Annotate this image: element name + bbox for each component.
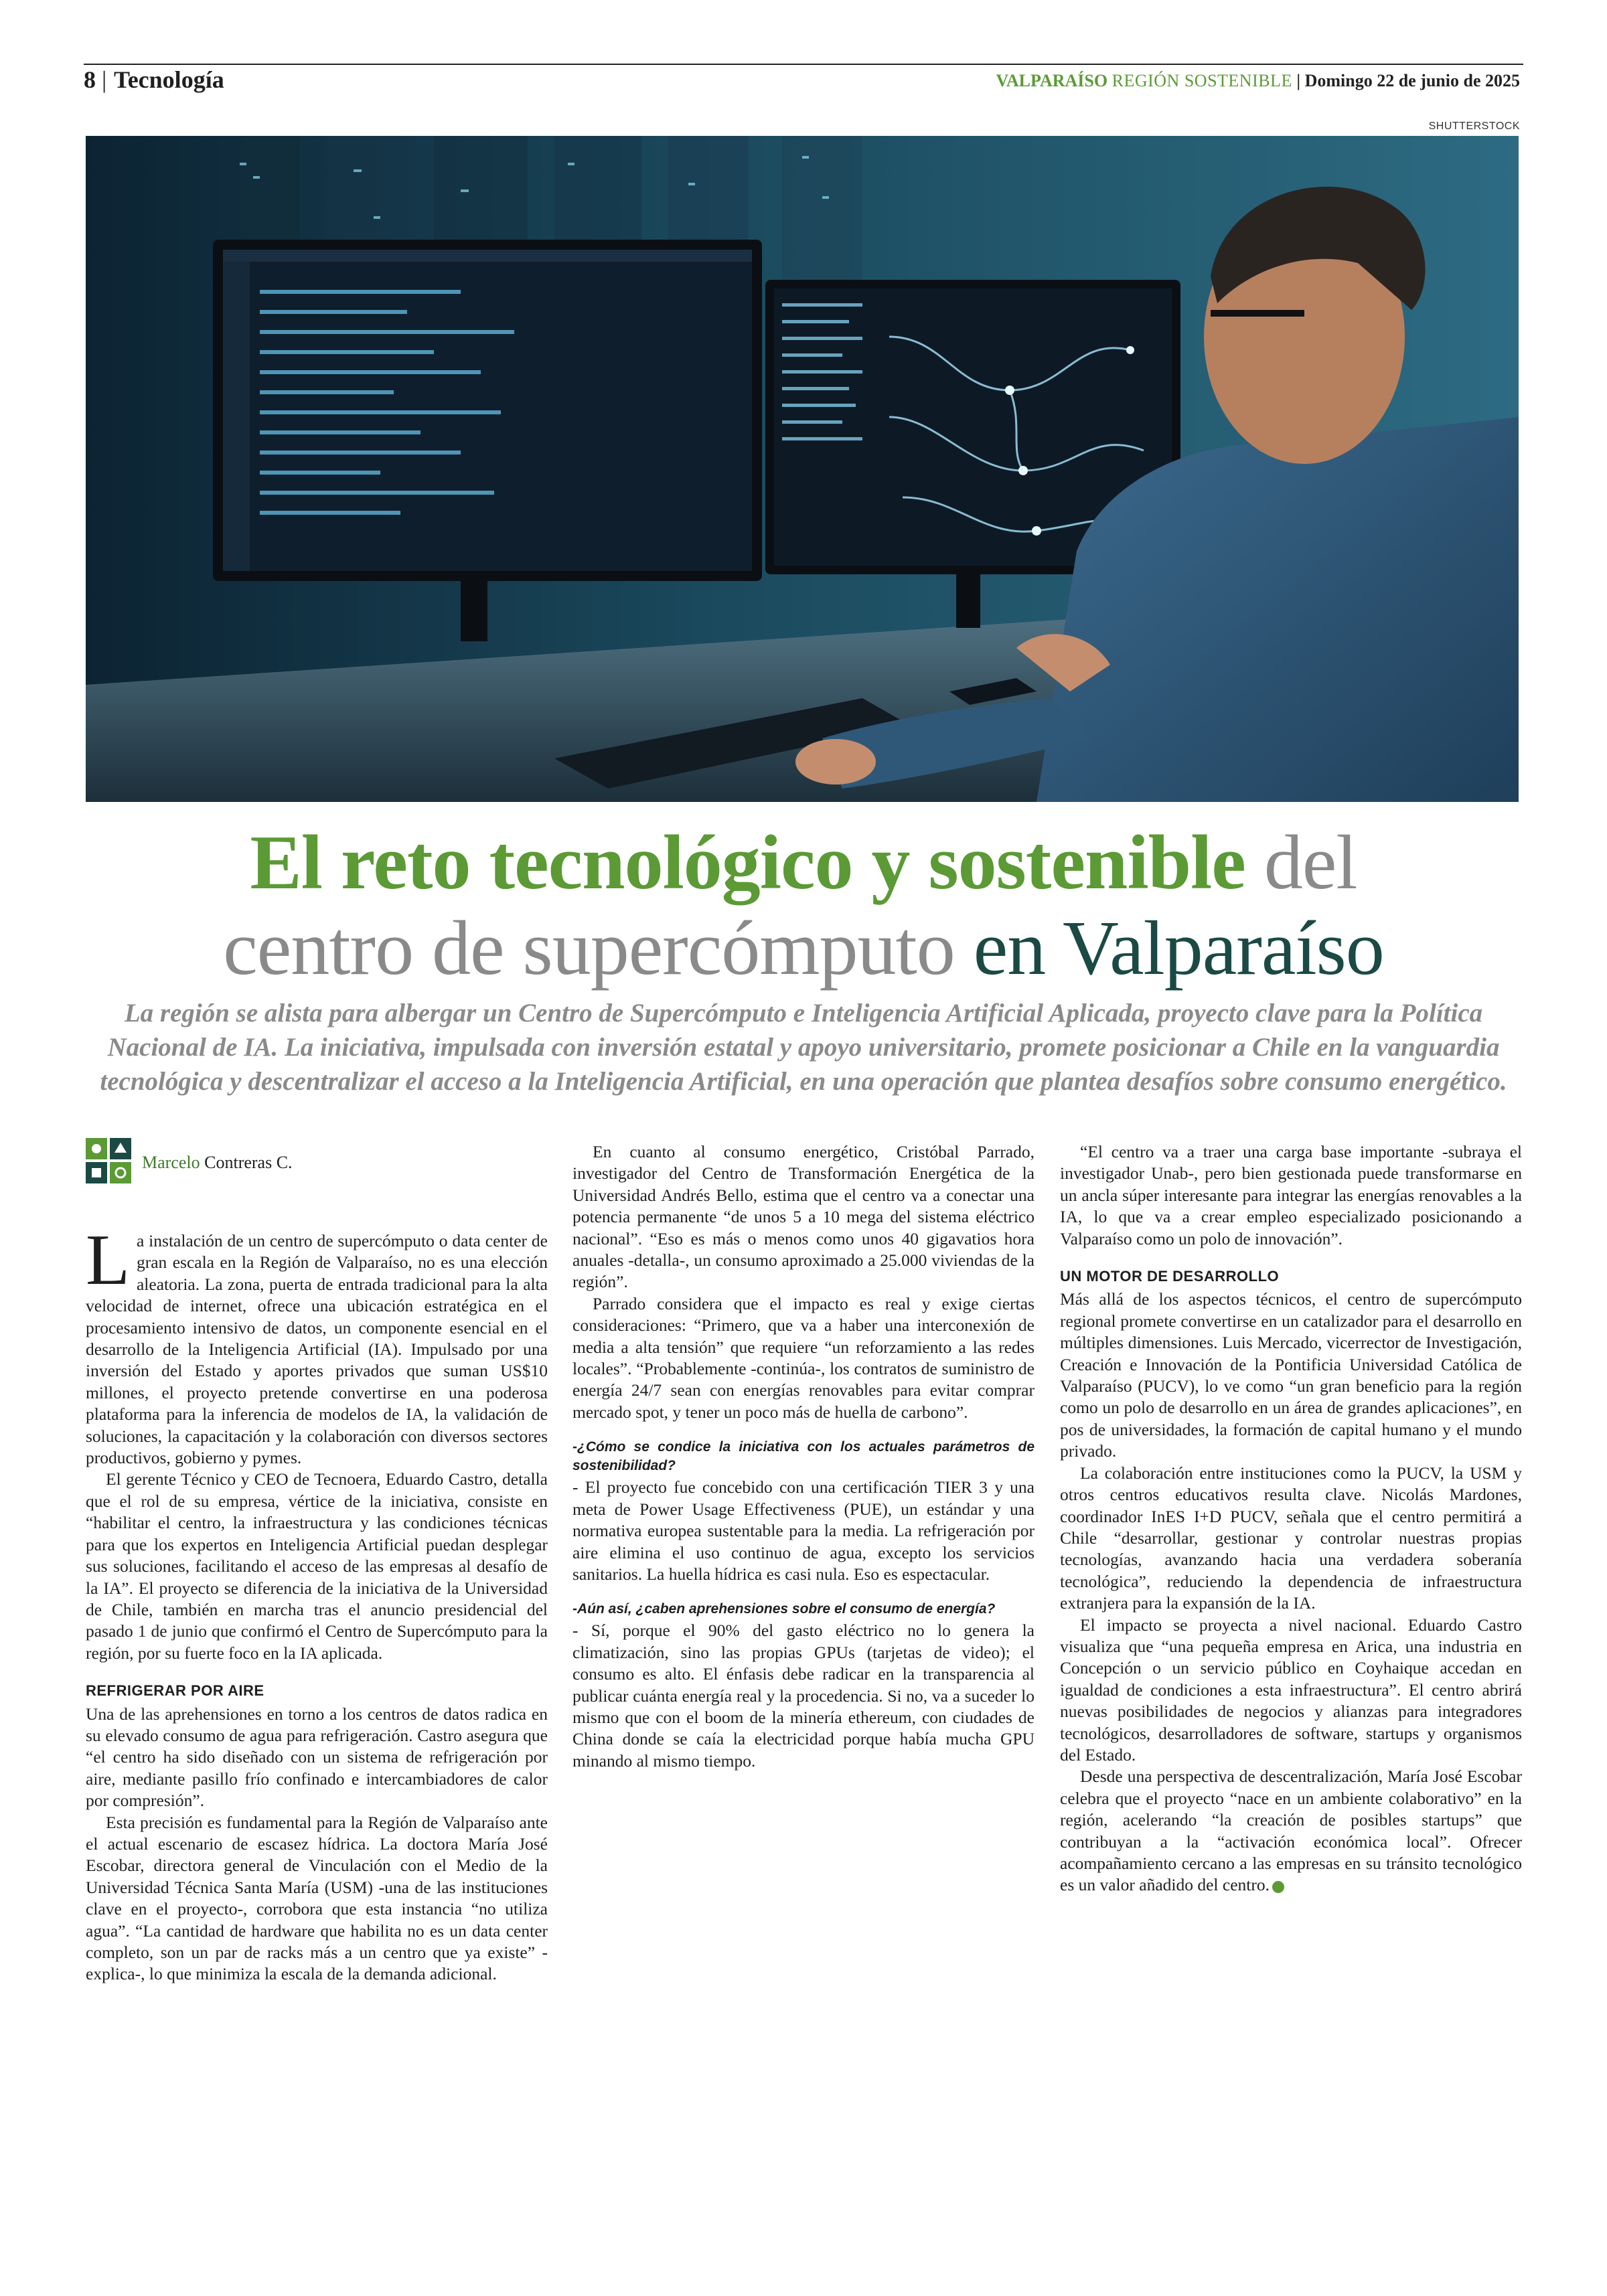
paragraph-text: Desde una perspectiva de descentralización, María José Escobar celebra que el proyecto “nace en un ambiente colaborativo” en la región, acelerando “la creación de posibles startups” que contribuyan a la “activación económica local”. Ofrecer acompañamiento cercano a las empresas en su tránsito tecnológico es un valor añadido del centro.	[1060, 1767, 1522, 1895]
article-paragraph: “El centro va a traer una carga base importante -subraya el investigador Unab-, pero bien gestionada puede transformarse en un ancla súper interesante para integrar las energías renovables a la IA, lo que va a crear empleo especializado posicionando a Valparaíso como un polo de innovación”.	[1060, 1142, 1522, 1248]
article-column-2	[572, 1141, 1035, 1772]
interview-question-1: -¿Cómo se condice la iniciativa con los actuales parámetros de sostenibilidad?	[572, 1439, 1035, 1474]
section-title: Tecnología	[114, 66, 224, 93]
article-column-3	[1060, 1141, 1522, 1896]
byline-last-name: Contreras C.	[200, 1153, 293, 1172]
page-number: 8	[84, 66, 96, 93]
drop-cap: L	[86, 1220, 130, 1300]
article-column-1	[86, 1220, 548, 1985]
article-paragraph: En cuanto al consumo energético, Cristóbal Parrado, investigador del Centro de Transformación Energética de la Universidad Andrés Bello, estima que el centro va a conectar una potencia permanente “de unos 5 a 10 mega del sistema eléctrico nacional”. “Eso es más o menos como unos 40 gigavatios hora anuales -detalla-, un consumo aproximado a 25.000 viviendas de la región”.	[572, 1142, 1035, 1292]
hero-photo	[86, 136, 1519, 802]
photo-credit: SHUTTERSTOCK	[1428, 120, 1520, 132]
byline-logo-icon	[86, 1138, 131, 1183]
headline-part1: El reto tecnológico y sostenible	[250, 820, 1245, 906]
article-paragraph	[86, 1220, 548, 1469]
byline-author	[142, 1153, 293, 1173]
article-paragraph: El gerente Técnico y CEO de Tecnoera, Eduardo Castro, detalla que el rol de su empresa, vértice de la iniciativa, consiste en “habilitar el centro, la infraestructura y las condiciones técnicas para que los expertos en Inteligencia Artificial puedan desplegar sus soluciones, facilitando el acceso de las empresas al desafío de la IA”. El proyecto se diferencia de la iniciativa de la Universidad de Chile, también en marcha tras el anuncio presidencial del pasado 1 de junio que confirmó el Centro de Supercómputo para la región, por su fuerte foco en la IA aplicada.	[86, 1469, 548, 1663]
interview-answer-1: - El proyecto fue concebido con una certificación TIER 3 y una meta de Power Usage Effectiveness (PUE), un estándar y una normativa europea sustentable para la media. La refrigeración por aire elimina el uso continuo de agua, excepto los servicios sanitarios. La huella hídrica es casi nula. Eso es espectacular.	[572, 1477, 1035, 1584]
article-paragraph: El impacto se proyecta a nivel nacional. Eduardo Castro visualiza que “una pequeña empresa en Arica, una industria en Concepción o un servicio público en Coyhaique accedan en igualdad de condiciones a esta infraestructura”. El centro abrirá nuevas posibilidades de negocios y alianzas para integradores tecnológicos, desarrolladores de software, startups y organismos del Estado.	[1060, 1615, 1522, 1765]
headline	[0, 820, 1607, 991]
masthead-date: | Domingo 22 de junio de 2025	[1296, 71, 1520, 90]
byline-first-name: Marcelo	[142, 1153, 200, 1172]
article-paragraph: La colaboración entre instituciones como la PUCV, la USM y otros centros educativos resulta clave. Nicolás Mardones, coordinador InES I+D PUCV, señala que el centro permitirá a Chile “desarrollar, gestionar y controlar nuestras propias tecnologías, avanzando hacia una verdadera soberanía tecnológica”, reduciendo la dependencia de infraestructura extranjera para la expansión de la IA.	[1060, 1463, 1522, 1613]
article-paragraph	[1060, 1766, 1522, 1896]
headline-part2: del	[1245, 820, 1357, 906]
masthead	[996, 71, 1520, 91]
subheading-refrigerar: REFRIGERAR POR AIRE	[86, 1682, 264, 1700]
deck-summary: La región se alista para albergar un Centro de Supercómputo e Inteligencia Artificial Aplicada, proyecto clave para la Política Nacional de IA. La iniciativa, impulsada con inversión estatal y apoyo universitario, promete posicionar a Chile en la vanguardia tecnológica y descentralizar el acceso a la Inteligencia Artificial, en una operación que plantea desafíos sobre consumo energético.	[100, 999, 1507, 1096]
article-paragraph: Más allá de los aspectos técnicos, el centro de supercómputo regional promete convertirse en un catalizador para el desarrollo en múltiples dimensiones. Luis Mercado, vicerrector de Investigación, Creación e Innovación de la Pontificia Universidad Católica de Valparaíso (PUCV), lo ve como “un gran beneficio para la región como un polo de desarrollo en un área de grandes aplicaciones”, en pos de universidades, la formación de capital humano y el mundo privado.	[1060, 1289, 1522, 1461]
article-paragraph: Esta precisión es fundamental para la Región de Valparaíso ante el actual escenario de escasez hídrica. La doctora María José Escobar, directora general de Vinculación con el Medio de la Universidad Técnica Santa María (USM) -una de las instituciones clave en el proyecto-, corrobora que esta instancia “no utiliza agua”. “La cantidad de hardware que habilita no es un data center completo, son un par de racks más a un centro que ya existe” -explica-, lo que minimiza la escala de la demanda adicional.	[86, 1812, 548, 1984]
subheading-motor: UN MOTOR DE DESARROLLO	[1060, 1268, 1280, 1285]
header-rule	[84, 64, 1523, 65]
headline-part3: centro de supercómputo	[223, 906, 955, 991]
interview-question-2: -Aún así, ¿caben aprehensiones sobre el consumo de energía?	[572, 1601, 996, 1617]
article-paragraph: Una de las aprehensiones en torno a los centros de datos radica en su elevado consumo de agua para refrigeración. Castro asegura que “el centro ha sido diseñado con un sistema de refrigeración por aire, mediante pasillo frío confinado e intercambiadores de calor por compresión”.	[86, 1704, 548, 1811]
headline-part4: en Valparaíso	[954, 906, 1384, 991]
article-paragraph: Parrado considera que el impacto es real y exige ciertas consideraciones: “Primero, que va a haber una interconexión de media a alta tensión” que requiere “un reforzamiento a las redes locales”. “Probablemente -continúa-, los contratos de suministro de energía 24/7 sean con energías renovables para evitar comprar mercado spot, y tener un poco más de huella de carbono”.	[572, 1293, 1035, 1422]
masthead-brand: VALPARAÍSO	[996, 71, 1108, 90]
paragraph-text: a instalación de un centro de supercómputo o data center de gran escala en la Región de Valparaíso, no es una elección aleatoria. La zona, puerta de entrada tradicional para la alta velocidad de internet, ofrece una ubicación estratégica en el procesamiento intensivo de datos, un componente esencial en el desarrollo de la Inteligencia Artificial (IA). Impulsado por una inversión del Estado y aportes privados que suman US$10 millones, el proyecto pretende convertirse en una poderosa plataforma para la inferencia de modelos de IA, la validación de soluciones, la capacitación y la colaboración con diversos sectores productivos, gobierno y pymes.	[86, 1231, 548, 1468]
masthead-brand-sub: REGIÓN SOSTENIBLE	[1112, 71, 1292, 90]
interview-answer-2: - Sí, porque el 90% del gasto eléctrico no lo genera la climatización, sino las propias GPUs (tarjetas de video); el consumo es alto. El énfasis debe radicar en la transparencia al publicar cuánta energía real y la procedencia. Si no, va a suceder lo mismo que con el boom de la minería ethereum, con ciudades de China donde se caía la electricidad porque había mucha GPU minando al mismo tiempo.	[572, 1621, 1035, 1771]
header-separator: |	[102, 66, 107, 93]
end-of-article-icon	[1272, 1881, 1284, 1893]
